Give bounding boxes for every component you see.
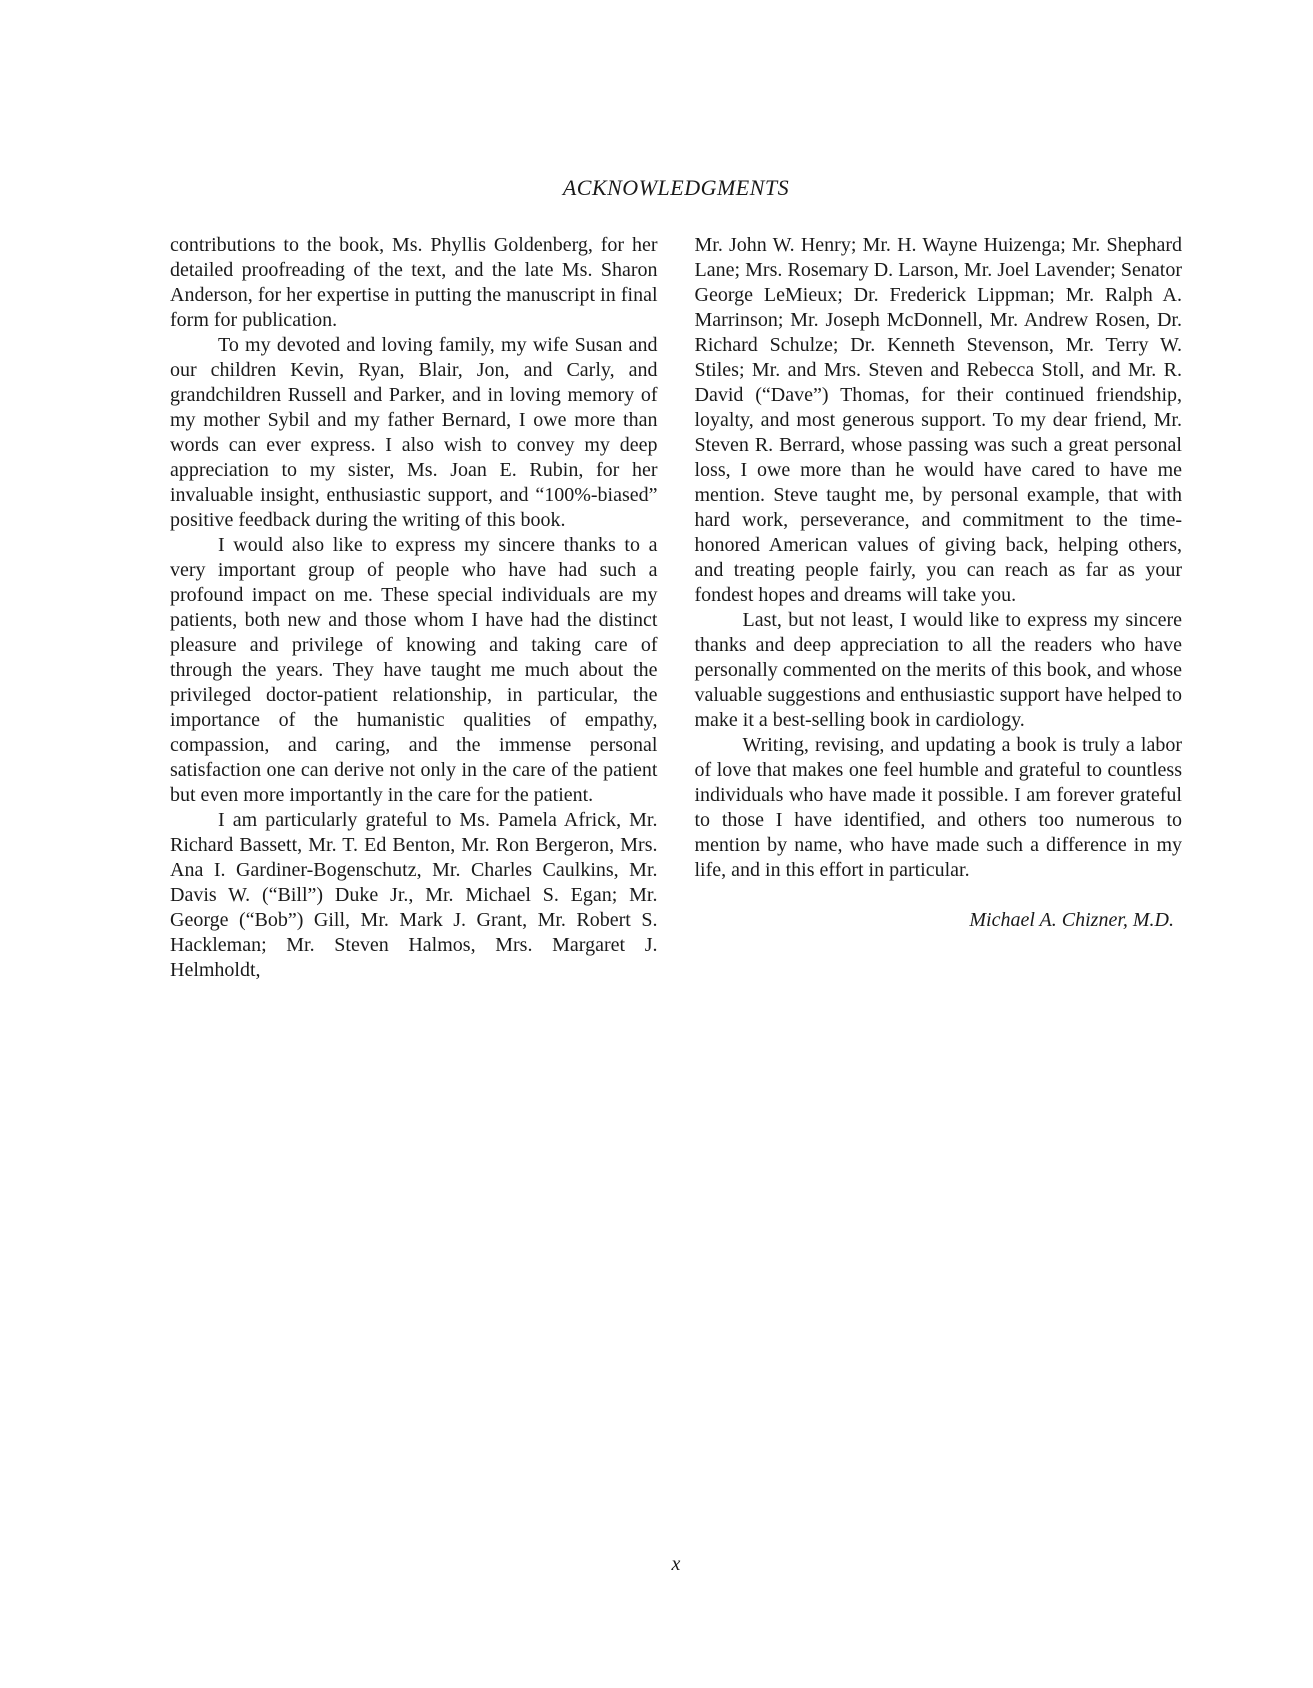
- paragraph: I would also like to express my sincere thanks to a very important group of people who have had such a profound impact on me. These special individuals are my patients, both new and those whom I have had the distinct pleasure and privilege of knowing and taking care of through the years. They have taught me much about the privileged doctor-patient relationship, in particular, the importance of the humanistic qualities of empathy, compassion, and caring, and the immense personal satisfaction one can derive not only in the care of the patient but even more importantly in the care for the patient.: [170, 534, 658, 806]
- paragraph: Writing, revising, and updating a book is truly a labor of love that makes one feel humble and grateful to countless individuals who have made it possible. I am forever grateful to those I have identified, and others too numerous to mention by name, who have made such a difference in my life, and in this effort in particular.: [694, 734, 1182, 881]
- paragraph-continuation: Mr. John W. Henry; Mr. H. Wayne Huizenga; Mr. Shephard Lane; Mrs. Rosemary D. Larson, Mr. Joel Lavender; Senator George LeMieux; Dr. Frederick Lippman; Mr. Ralph A. Marrinson; Mr. Joseph McDonnell, Mr. Andrew Rosen, Dr. Richard Schulze; Dr. Kenneth Stevenson, Mr. Terry W. Stiles; Mr. and Mrs. Steven and Rebecca Stoll, and Mr. R. David (“Dave”) Thomas, for their continued friendship, loyalty, and most generous support. To my dear friend, Mr. Steven R. Berrard, whose passing was such a great personal loss, I owe more than he would have cared to have me mention. Steve taught me, by personal example, that with hard work, perseverance, and commitment to the time-honored American values of giving back, helping others, and treating people fairly, you can reach as far as your fondest hopes and dreams will take you.: [694, 234, 1182, 606]
- right-column: [695, 233, 1183, 983]
- paragraph-continuation: contributions to the book, Ms. Phyllis Goldenberg, for her detailed proofreading of the text, and the late Ms. Sharon Anderson, for her expertise in putting the manuscript in final form for publication.: [170, 234, 658, 331]
- paragraph: Last, but not least, I would like to express my sincere thanks and deep appreciation to all the readers who have personally commented on the merits of this book, and whose valuable suggestions and enthusiastic support have helped to make it a best-selling book in cardiology.: [694, 609, 1182, 731]
- two-column-layout: [170, 233, 1182, 983]
- page-content: [170, 176, 1182, 983]
- paragraph: To my devoted and loving family, my wife Susan and our children Kevin, Ryan, Blair, Jon, and Carly, and grandchildren Russell and Parker, and in loving memory of my mother Sybil and my father Bernard, I owe more than words can ever express. I also wish to convey my deep appreciation to my sister, Ms. Joan E. Rubin, for her invaluable insight, enthusiastic support, and “100%-biased” positive feedback during the writing of this book.: [170, 334, 658, 531]
- left-column: [170, 233, 658, 983]
- author-signature: Michael A. Chizner, M.D.: [969, 909, 1174, 931]
- page-number: x: [671, 1553, 681, 1575]
- page-title: ACKNOWLEDGMENTS: [562, 175, 790, 200]
- paragraph: I am particularly grateful to Ms. Pamela Africk, Mr. Richard Bassett, Mr. T. Ed Benton, Mr. Ron Bergeron, Mrs. Ana I. Gardiner-Bogenschutz, Mr. Charles Caulkins, Mr. Davis W. (“Bill”) Duke Jr., Mr. Michael S. Egan; Mr. George (“Bob”) Gill, Mr. Mark J. Grant, Mr. Robert S. Hackleman; Mr. Steven Halmos, Mrs. Margaret J. Helmholdt,: [170, 809, 658, 981]
